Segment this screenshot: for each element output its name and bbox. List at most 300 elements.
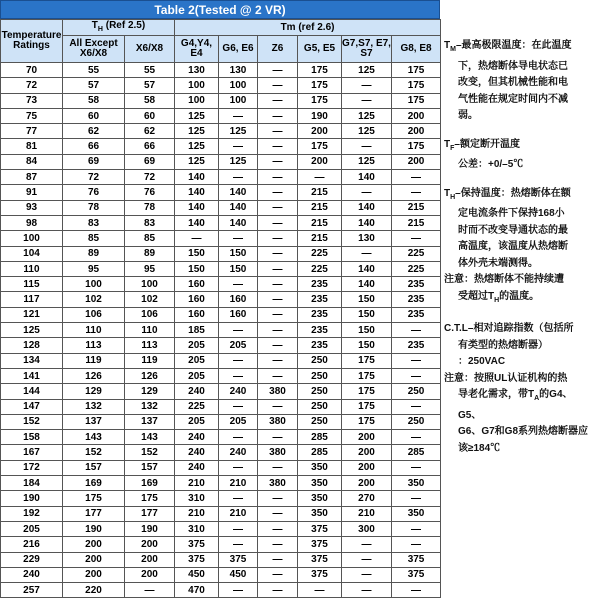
table-cell: 240 [219,384,258,399]
table-cell: 205 [219,414,258,429]
table-cell: 215 [298,231,342,246]
table-cell: 200 [63,537,125,552]
table-cell: 57 [125,78,175,93]
table-cell: 200 [125,552,175,567]
table-cell: 177 [63,506,125,521]
table-cell: 380 [258,414,298,429]
table-cell: 125 [1,323,63,338]
table-cell: 125 [219,154,258,169]
table-cell: 78 [63,200,125,215]
table-cell: 210 [342,506,392,521]
table-cell: — [258,338,298,353]
table-cell: 140 [342,277,392,292]
table-cell: — [258,292,298,307]
table-cell: 225 [392,261,441,276]
table-cell: 119 [63,353,125,368]
table-cell: 190 [1,491,63,506]
table-cell: 72 [125,170,175,185]
table-cell: 132 [63,399,125,414]
table-cell: 205 [219,338,258,353]
note-th: $T_H-$保持温度：热熔断体在额 定电流条件下保持168小 时而不改变导通状态的最 高温度，该温度从热熔断 体外壳未端测得。 注意：热熔断体不能持续遭 受超过$T_H$的温度。 [444,187,571,304]
table-cell: 200 [125,567,175,582]
table-cell: 215 [298,200,342,215]
table-row [1,445,441,460]
table-cell: 225 [298,246,342,261]
table-row [1,292,441,307]
table-cell: — [342,93,392,108]
table-cell: 57 [63,78,125,93]
table-cell: 93 [1,200,63,215]
table-cell: — [258,200,298,215]
table-cell: — [258,154,298,169]
table-cell: — [175,231,219,246]
table-cell: 140 [175,200,219,215]
table-cell: 72 [1,78,63,93]
table-cell: 55 [63,63,125,78]
table-cell: 160 [219,292,258,307]
table-cell: 147 [1,399,63,414]
table-cell: 235 [298,277,342,292]
table-cell: 235 [298,338,342,353]
table-cell: 175 [392,63,441,78]
table-cell: 125 [342,63,392,78]
table-cell: — [392,430,441,445]
table-row [1,124,441,139]
table-cell: — [219,460,258,475]
table-cell: 175 [298,78,342,93]
table-cell: 132 [125,399,175,414]
table-cell: 375 [298,521,342,536]
table-cell: — [258,460,298,475]
table-row [1,552,441,567]
table-cell: 229 [1,552,63,567]
table-cell: 375 [219,552,258,567]
table-cell: 69 [63,154,125,169]
table-row [1,583,441,598]
table-cell: 235 [298,307,342,322]
table-cell: 470 [175,583,219,598]
table-cell: 200 [63,552,125,567]
table-cell: — [342,583,392,598]
header-col: G5, E5 [298,36,342,63]
table-row [1,338,441,353]
table-cell: 128 [1,338,63,353]
table-cell: 140 [175,215,219,230]
table-cell: 89 [125,246,175,261]
table-cell: — [342,185,392,200]
table-cell: 300 [342,521,392,536]
table-cell: 158 [1,430,63,445]
table-cell: 87 [1,170,63,185]
table-cell: 375 [298,552,342,567]
table-cell: 250 [298,399,342,414]
table-row [1,491,441,506]
table-cell: 137 [63,414,125,429]
table-cell: 130 [175,63,219,78]
table-cell: 350 [392,506,441,521]
table-cell: — [258,124,298,139]
table-cell: — [392,537,441,552]
table-cell: 225 [392,246,441,261]
table-cell: 215 [298,185,342,200]
table-cell: — [219,277,258,292]
table-cell: — [258,277,298,292]
table-cell: — [219,353,258,368]
table-cell: 250 [392,414,441,429]
table-cell: 106 [125,307,175,322]
table-cell: 78 [125,200,175,215]
table-cell: 73 [1,93,63,108]
table-cell: 152 [125,445,175,460]
table-cell: 130 [342,231,392,246]
table-cell: — [392,491,441,506]
table-cell: 100 [175,78,219,93]
table-row [1,476,441,491]
table-row [1,78,441,93]
table-cell: 102 [63,292,125,307]
table-cell: 160 [219,307,258,322]
table-cell: — [298,583,342,598]
table-cell: 119 [125,353,175,368]
table-row [1,231,441,246]
table-cell: 76 [125,185,175,200]
table-cell: 200 [125,537,175,552]
table-cell: 152 [1,414,63,429]
table-cell: — [258,537,298,552]
table-cell: 160 [175,307,219,322]
table-cell: 129 [125,384,175,399]
header-col: Z6 [258,36,298,63]
table-cell: 310 [175,491,219,506]
table-cell: 140 [219,185,258,200]
table-cell: 235 [298,323,342,338]
table-row [1,460,441,475]
table-cell: 200 [298,154,342,169]
table-cell: 175 [342,368,392,383]
table-cell: 130 [219,63,258,78]
table-cell: 270 [342,491,392,506]
table-cell: 450 [175,567,219,582]
table-title: Table 2(Tested @ 2 VR) [0,0,440,19]
notes-panel [444,38,592,469]
table-cell: 150 [342,323,392,338]
table-cell: — [258,368,298,383]
table-row [1,200,441,215]
table-cell: 190 [63,521,125,536]
table-cell: 91 [1,185,63,200]
table-cell: 350 [298,460,342,475]
table-cell: 76 [63,185,125,200]
table-cell: 200 [392,108,441,123]
table-row [1,277,441,292]
table-cell: 55 [125,63,175,78]
table-cell: — [258,215,298,230]
table-cell: 100 [175,93,219,108]
table-cell: 115 [1,277,63,292]
table-cell: 100 [1,231,63,246]
table-cell: 175 [298,63,342,78]
table-cell: 175 [125,491,175,506]
table-cell: 200 [392,124,441,139]
table-cell: 250 [392,384,441,399]
table-row [1,537,441,552]
table-cell: 150 [175,246,219,261]
table-cell: — [219,399,258,414]
table-cell: 140 [175,170,219,185]
table-cell: 58 [63,93,125,108]
table-cell: 235 [392,277,441,292]
table-cell: 125 [342,154,392,169]
table-cell: 104 [1,246,63,261]
table-cell: — [392,521,441,536]
table-cell: 240 [175,430,219,445]
table-cell: 150 [342,292,392,307]
table-cell: — [342,537,392,552]
table-cell: 210 [175,476,219,491]
table-cell: — [258,430,298,445]
ratings-table [0,19,441,598]
table-cell: 81 [1,139,63,154]
table-cell: 69 [125,154,175,169]
table-cell: — [219,170,258,185]
header-th-group: $T_H$ (Ref 2.5) [63,20,175,36]
table-row [1,323,441,338]
table-cell: 75 [1,108,63,123]
table-cell: — [258,399,298,414]
table-cell: — [258,139,298,154]
table-row [1,93,441,108]
table-cell: 175 [298,93,342,108]
table-cell: 185 [175,323,219,338]
table-cell: 89 [63,246,125,261]
header-col: G7,S7, E7, S7 [342,36,392,63]
table-cell: 235 [392,307,441,322]
table-cell: — [392,460,441,475]
table-cell: — [392,353,441,368]
table-cell: 84 [1,154,63,169]
table-cell: 121 [1,307,63,322]
table-cell: — [258,567,298,582]
note-ctl: C.T.L–相对追踪指数（包括所 有类型的热熔断器） ：250VAC 注意：按照UL认证机构的热 导老化需求，带$T_A$的G4、G5、 G6、G7和G8系列热熔断器应 该≥184℃ [444,323,589,454]
table-cell: 240 [1,567,63,582]
table-cell: 125 [175,154,219,169]
table-cell: 150 [342,338,392,353]
table-cell: 200 [342,460,392,475]
table-cell: 380 [258,476,298,491]
table-cell: 375 [298,567,342,582]
table-cell: 150 [175,261,219,276]
table-cell: 220 [63,583,125,598]
table-cell: — [392,368,441,383]
header-col: All Except X6/X8 [63,36,125,63]
table-cell: 240 [175,460,219,475]
table-cell: 60 [63,108,125,123]
table-cell: — [258,185,298,200]
table-cell: 310 [175,521,219,536]
table-cell: 175 [392,78,441,93]
table-cell: 184 [1,476,63,491]
table-cell: 150 [219,246,258,261]
table-cell: 200 [342,430,392,445]
table-cell: — [258,170,298,185]
table-cell: 95 [63,261,125,276]
table-cell: 250 [298,414,342,429]
table-cell: — [392,170,441,185]
table-cell: 58 [125,93,175,108]
table-row [1,246,441,261]
table-cell: 160 [175,292,219,307]
table-cell: 143 [63,430,125,445]
table-row [1,170,441,185]
table-cell: 175 [342,384,392,399]
table-cell: 140 [342,261,392,276]
table-cell: — [219,139,258,154]
table-row [1,399,441,414]
table-cell: 140 [219,215,258,230]
table-cell: 141 [1,368,63,383]
table-cell: 106 [63,307,125,322]
table-row [1,353,441,368]
table-row [1,368,441,383]
table-cell: 62 [63,124,125,139]
table-cell: — [342,78,392,93]
table-cell: — [219,368,258,383]
table-cell: 200 [342,476,392,491]
header-col: G8, E8 [392,36,441,63]
table-cell: 140 [175,185,219,200]
table-cell: 205 [175,338,219,353]
table-cell: 117 [1,292,63,307]
table-cell: 95 [125,261,175,276]
table-cell: 257 [1,583,63,598]
table-cell: — [219,430,258,445]
table-cell: 216 [1,537,63,552]
table-cell: — [392,231,441,246]
table-cell: 215 [392,200,441,215]
table-cell: 200 [63,567,125,582]
table-cell: 167 [1,445,63,460]
table-cell: 83 [125,215,175,230]
header-tm-group: Tm (ref 2.6) [175,20,441,36]
table-row [1,521,441,536]
table-cell: 175 [342,353,392,368]
table-cell: — [258,583,298,598]
table-cell: 240 [219,445,258,460]
table-cell: — [219,537,258,552]
table-cell: 100 [219,93,258,108]
table-cell: — [258,552,298,567]
table-cell: 125 [342,108,392,123]
table-cell: 110 [125,323,175,338]
table-cell: 169 [125,476,175,491]
table-cell: 140 [342,215,392,230]
table-cell: 157 [125,460,175,475]
table-cell: 225 [175,399,219,414]
table-cell: 70 [1,63,63,78]
table-cell: 113 [125,338,175,353]
table-cell: — [258,63,298,78]
table-cell: 152 [63,445,125,460]
table-cell: — [392,583,441,598]
table-cell: 110 [63,323,125,338]
table-cell: 100 [125,277,175,292]
table-cell: — [342,246,392,261]
table-cell: 235 [298,292,342,307]
table-cell: 205 [175,368,219,383]
table-cell: — [342,139,392,154]
table-cell: 375 [175,537,219,552]
table-cell: 250 [298,368,342,383]
table-cell: 175 [392,93,441,108]
table-cell: 83 [63,215,125,230]
table-row [1,414,441,429]
table-body [1,63,441,598]
table-cell: — [219,323,258,338]
table-cell: 375 [175,552,219,567]
table-cell: 140 [342,170,392,185]
table-cell: 66 [63,139,125,154]
table-cell: — [219,231,258,246]
table-cell: — [258,521,298,536]
table-cell: 210 [219,476,258,491]
table-cell: — [342,567,392,582]
table-cell: 375 [392,552,441,567]
table-cell: 98 [1,215,63,230]
table-cell: 250 [298,353,342,368]
note-tm: $T_M-$最高极限温度：在此温度 下，热熔断体导电状态已 改变，但其机械性能和电 气性能在规定时间内不减 弱。 [444,40,572,121]
table-cell: — [392,323,441,338]
table-cell: 380 [258,445,298,460]
table-cell: 375 [298,537,342,552]
table-cell: 172 [1,460,63,475]
table-cell: 175 [342,414,392,429]
table-cell: 375 [392,567,441,582]
table-cell: 235 [392,292,441,307]
table-cell: — [219,108,258,123]
table-cell: 175 [63,491,125,506]
table-cell: 215 [392,215,441,230]
table-cell: — [258,307,298,322]
table-cell: 129 [63,384,125,399]
table-row [1,261,441,276]
table-cell: — [258,78,298,93]
table-cell: 125 [342,124,392,139]
table-cell: — [392,399,441,414]
table-cell: 110 [1,261,63,276]
table-cell: 157 [63,460,125,475]
header-col: X6/X8 [125,36,175,63]
table-cell: 140 [342,200,392,215]
table-row [1,63,441,78]
table-cell: 100 [219,78,258,93]
table-cell: 126 [125,368,175,383]
table-cell: 250 [298,384,342,399]
table-cell: 169 [63,476,125,491]
table-cell: 450 [219,567,258,582]
header-temperature-ratings: Temperature Ratings [1,20,63,63]
table-cell: — [392,185,441,200]
table-cell: 72 [63,170,125,185]
table-cell: — [219,583,258,598]
table-cell: 205 [1,521,63,536]
table-cell: — [258,108,298,123]
table-row [1,384,441,399]
table-cell: — [258,261,298,276]
table-cell: 134 [1,353,63,368]
table-row [1,154,441,169]
table-cell: 77 [1,124,63,139]
table-cell: 125 [219,124,258,139]
